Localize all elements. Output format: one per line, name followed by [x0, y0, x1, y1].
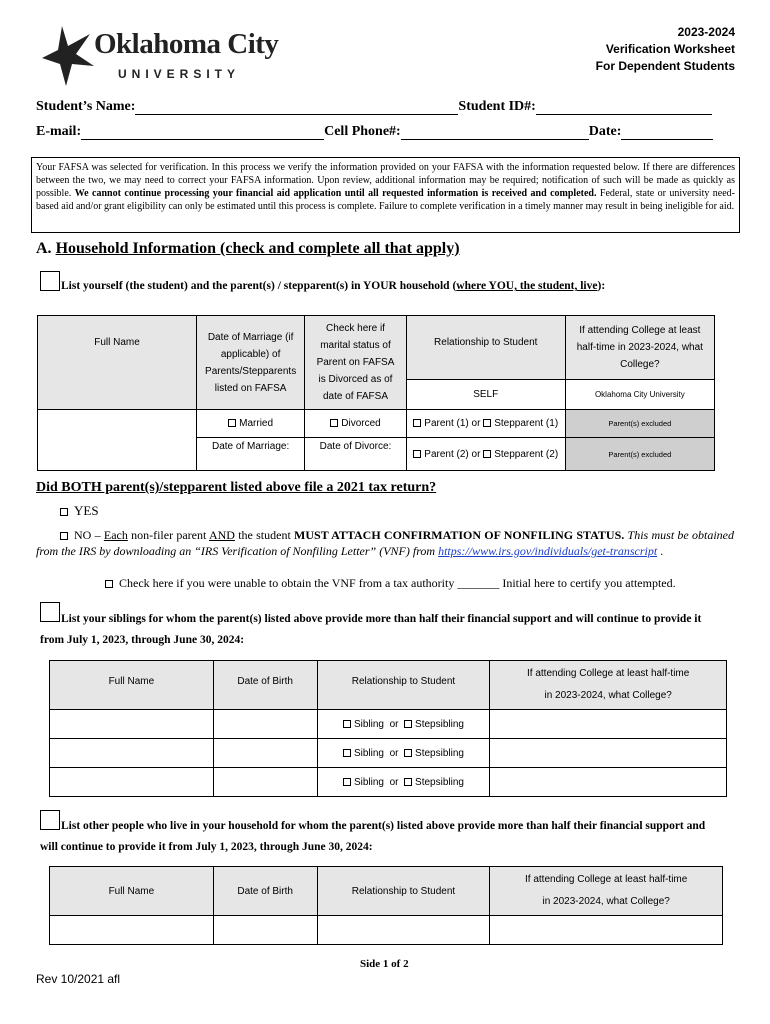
tax-no-option — [36, 527, 734, 559]
cell-phone-field[interactable] — [401, 127, 589, 140]
sib-col-name: Full Name — [50, 661, 214, 710]
section-a-prefix: A. — [36, 240, 56, 257]
household-instruction — [61, 280, 605, 292]
stepparent2-checkbox[interactable] — [483, 450, 491, 458]
tax-no-bold: MUST ATTACH CONFIRMATION OF NONFILING STATUS. — [294, 528, 625, 542]
intro-box — [31, 157, 740, 233]
household-checkbox[interactable] — [40, 271, 60, 291]
col-relationship: Relationship to Student — [406, 316, 565, 380]
sib-name-cell[interactable] — [50, 739, 214, 768]
tax-no-prefix: NO – — [74, 528, 104, 542]
email-label: E-mail: — [36, 124, 82, 139]
vnf-check-label: Check here if you were unable to obtain the VNF from a tax authority _______ Initial here to certify you attempted. — [119, 576, 676, 590]
sib-col-college-l2: in 2023-2024, what College? — [544, 690, 672, 701]
sib-name-cell[interactable] — [50, 710, 214, 739]
sib-rel-cell[interactable] — [317, 710, 490, 739]
col-date-marriage: Date of Marriage (if applicable) of Parents/Stepparents listed on FAFSA — [197, 316, 305, 410]
university-logo — [40, 24, 310, 88]
date-of-marriage-cell[interactable]: Date of Marriage: — [197, 438, 305, 471]
oth-col-name: Full Name — [50, 867, 214, 916]
student-name-field[interactable] — [135, 102, 458, 115]
siblings-table — [49, 660, 727, 797]
contact-row — [36, 124, 713, 140]
sib-dob-cell[interactable] — [213, 710, 317, 739]
vnf-checkbox[interactable] — [105, 580, 113, 588]
student-id-label: Student ID#: — [458, 99, 536, 114]
table-row — [50, 768, 727, 797]
star-logo-icon — [40, 24, 96, 88]
parent1-checkbox[interactable] — [413, 419, 421, 427]
parent1-option[interactable] — [406, 410, 565, 438]
tax-yes-label: YES — [74, 503, 99, 518]
intro-bold-text: We cannot continue processing your financial aid application until all requested information is received and completed. — [74, 188, 597, 199]
stepparent1-checkbox[interactable] — [483, 419, 491, 427]
oth-rel-cell[interactable] — [317, 916, 490, 945]
married-label: Married — [239, 418, 274, 429]
student-name-label: Student’s Name: — [36, 99, 136, 114]
tax-no-checkbox[interactable] — [60, 532, 68, 540]
section-a-heading: Household Information (check and complete all that apply) — [55, 240, 460, 257]
tax-no-mid2: the student — [234, 528, 295, 542]
sibling-checkbox[interactable] — [343, 720, 351, 728]
tax-no-each: Each — [103, 528, 128, 542]
parent1-label: Parent (1) or — [424, 418, 481, 429]
tax-yes-option[interactable] — [60, 503, 99, 519]
stepsibling-checkbox[interactable] — [404, 720, 412, 728]
student-id-field[interactable] — [536, 102, 712, 115]
sib-college-cell[interactable] — [490, 710, 727, 739]
table-row — [50, 739, 727, 768]
sib-rel-cell[interactable] — [317, 768, 490, 797]
sib-dob-cell[interactable] — [213, 739, 317, 768]
link-tail: . — [657, 544, 664, 558]
tax-question: Did BOTH parent(s)/stepparent listed above file a 2021 tax return? — [36, 480, 437, 495]
cell-phone-label: Cell Phone#: — [324, 124, 401, 139]
intro-tail-text: Federal, state or university need-based aid and/or grant eligibility can only be estimated until this process is complete. Failure to complete verification in a timely manner may result in being ineligible for aid. — [36, 188, 736, 212]
oth-col-college — [490, 867, 723, 916]
parent2-option[interactable] — [406, 438, 565, 471]
revision-note: Rev 10/2021 afl — [36, 972, 121, 986]
household-instr-part1: List yourself (the student) and the parent(s) / stepparent(s) in YOUR household ( — [61, 280, 457, 292]
sibling-label: Sibling — [353, 718, 384, 730]
or-label: or — [389, 747, 399, 759]
oth-col-dob: Date of Birth — [213, 867, 317, 916]
sibling-checkbox[interactable] — [343, 749, 351, 757]
email-field[interactable] — [81, 127, 324, 140]
sib-col-dob: Date of Birth — [213, 661, 317, 710]
excluded-cell-1: Parent(s) excluded — [565, 410, 714, 438]
tax-yes-checkbox[interactable] — [60, 508, 68, 516]
oth-col-rel: Relationship to Student — [317, 867, 490, 916]
household-table — [37, 315, 715, 471]
stepsibling-checkbox[interactable] — [404, 778, 412, 786]
irs-transcript-link[interactable]: https://www.irs.gov/individuals/get-transcript — [438, 544, 658, 558]
tax-no-italic: This must be obtained from the IRS by downloading an “IRS Verification of Nonfiling Letter” (VNF) from — [36, 528, 734, 558]
worksheet-year: 2023-2024 — [677, 25, 735, 39]
col-full-name: Full Name — [38, 316, 197, 410]
date-field[interactable] — [621, 127, 713, 140]
worksheet-subtitle: For Dependent Students — [595, 59, 735, 73]
household-instr-part2: ): — [597, 280, 606, 292]
sib-col-rel: Relationship to Student — [317, 661, 490, 710]
intro-text: Your FAFSA was selected for verification. In this process we verify the information provided on your FAFSA with the information requested below. If there are differences between the two, we may need to correct your FAFSA information. Upon review, additional information may be required; notification of such will be made as quickly as possible. — [36, 162, 735, 199]
col-marital-status: Check here if marital status of Parent on FAFSA is Divorced as of date of FAFSA — [305, 316, 407, 410]
sib-name-cell[interactable] — [50, 768, 214, 797]
sibling-label: Sibling — [353, 747, 384, 759]
col-college: If attending College at least half-time in 2023-2024, what College? — [565, 316, 714, 380]
siblings-instruction: List your siblings for whom the parent(s) listed above provide more than half their financial support and will continue to provide it from July 1, 2023, through June 30, 2024: — [40, 613, 702, 646]
worksheet-header — [596, 24, 735, 75]
sib-college-cell[interactable] — [490, 768, 727, 797]
date-label: Date: — [588, 124, 622, 139]
household-instr-underlined: where YOU, the student, live — [456, 280, 598, 292]
sibling-label: Sibling — [353, 776, 384, 788]
worksheet-title: Verification Worksheet — [605, 42, 735, 56]
date-of-divorce-cell[interactable]: Date of Divorce: — [305, 438, 407, 471]
stepsibling-label: Stepsibling — [415, 718, 464, 730]
vnf-check-row — [105, 576, 676, 591]
table-row — [50, 916, 723, 945]
page-number: Side 1 of 2 — [360, 958, 409, 970]
others-table — [49, 866, 723, 945]
oth-college-cell[interactable] — [490, 916, 723, 945]
logo-name: Oklahoma City — [94, 28, 279, 60]
parent2-label: Parent (2) or — [424, 448, 481, 460]
or-label: or — [389, 776, 399, 788]
parent2-checkbox[interactable] — [413, 450, 421, 458]
divorced-option[interactable] — [305, 410, 407, 438]
stepparent1-label: Stepparent (1) — [494, 418, 559, 429]
sib-dob-cell[interactable] — [213, 768, 317, 797]
self-college-cell: Oklahoma City University — [565, 380, 714, 410]
sib-col-college-l1: If attending College at least half-time — [527, 668, 690, 679]
parent-name-cell-1[interactable] — [38, 410, 197, 471]
married-checkbox[interactable] — [228, 419, 236, 427]
or-label: or — [389, 718, 399, 730]
student-name-row — [36, 99, 712, 115]
stepsibling-label: Stepsibling — [415, 776, 464, 788]
married-option[interactable] — [197, 410, 305, 438]
oth-col-college-l1: If attending College at least half-time — [525, 874, 688, 885]
sib-rel-cell[interactable] — [317, 739, 490, 768]
stepparent2-label: Stepparent (2) — [494, 448, 559, 460]
stepsibling-checkbox[interactable] — [404, 749, 412, 757]
tax-no-and: AND — [208, 528, 235, 542]
excluded-cell-2: Parent(s) excluded — [565, 438, 714, 471]
stepsibling-label: Stepsibling — [415, 747, 464, 759]
oth-col-college-l2: in 2023-2024, what College? — [542, 896, 670, 907]
oth-name-cell[interactable] — [50, 916, 214, 945]
section-a-title — [36, 240, 460, 258]
logo-sub: UNIVERSITY — [118, 67, 241, 81]
oth-dob-cell[interactable] — [213, 916, 317, 945]
sib-col-college — [490, 661, 727, 710]
divorced-checkbox[interactable] — [330, 419, 338, 427]
table-row — [50, 710, 727, 739]
divorced-label: Divorced — [341, 418, 381, 429]
tax-no-mid: non-filer parent — [127, 528, 209, 542]
sibling-checkbox[interactable] — [343, 778, 351, 786]
others-instruction: List other people who live in your household for whom the parent(s) listed above provide more than half their financial support and will continue to provide it from July 1, 2023, through June 30, 2024: — [40, 820, 706, 853]
self-cell: SELF — [406, 380, 565, 410]
sib-college-cell[interactable] — [490, 739, 727, 768]
